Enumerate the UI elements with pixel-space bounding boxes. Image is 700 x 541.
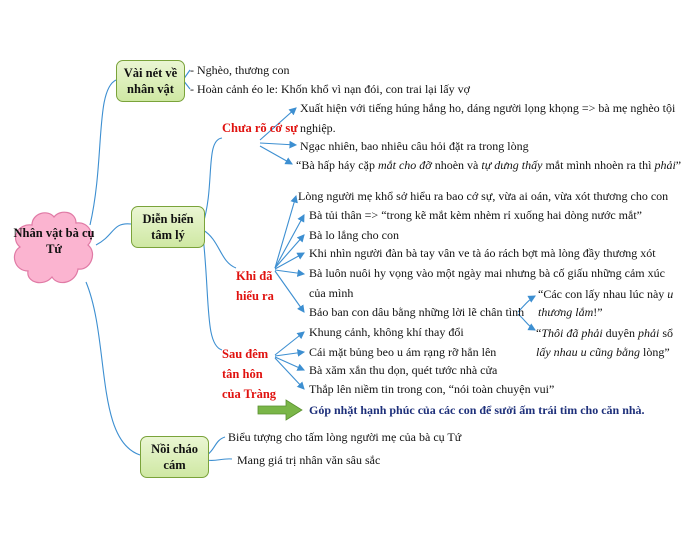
quote-1-line-2: thương lắm!” [538,305,603,319]
khi-da-item-1: Lòng người mẹ khổ sở hiểu ra bao cớ sự, vừa ai oán, vừa xót thương cho con [298,189,669,203]
vai-net-item-2: - Hoàn cảnh éo le: Khốn khổ vì nạn đói, con trai lại lấy vợ [190,82,470,96]
khi-da-item-6: Bảo ban con dâu bằng những lời lẽ chân tình [309,305,525,319]
root-node [10,207,98,289]
quote-2-line-1: “Thôi đã phải duyên phải sổ [536,326,674,340]
quote-1-line-1: “Các con lấy nhau lúc này u [538,287,674,301]
chua-ro-quote: “Bà hấp háy cặp mắt cho đỡ nhoèn và tự dưng thấy mắt mình nhoèn ra thì phải” [296,158,682,172]
sau-dem-item-2: Cái mặt bủng beo u ám rạng rỡ hẳn lên [309,345,497,359]
noi-chao-item-2: Mang giá trị nhân văn sâu sắc [237,453,381,467]
noi-chao-item-1: Biểu tượng cho tấm lòng người mẹ của bà cụ Tứ [228,430,462,444]
root-label: Nhân vật bà cụ Tứ [13,226,95,256]
chua-ro-item-1: Xuất hiện với tiếng húng hắng ho, dáng người lọng khọng => bà mẹ nghèo tội [300,101,676,115]
khi-da-item-4: Khi nhìn người đàn bà tay vân ve tà áo rách bợt mà lòng đầy thương xót [309,246,656,260]
box-noi-chao: Nồi cháo cám [140,436,209,478]
sau-dem-item-4: Thắp lên niềm tin trong con, “nói toàn chuyện vui” [309,382,555,396]
label-sau-dem: Sau đêm tân hôn của Tràng [222,347,277,401]
box-dien-bien: Diễn biến tâm lý [131,206,205,248]
quote-2-line-2: lấy nhau u cũng bằng lòng” [536,345,670,359]
khi-da-item-5b: của mình [309,286,354,300]
conclusion-text: Góp nhặt hạnh phúc của các con để sưởi ấm trái tim cho căn nhà. [309,403,645,417]
sau-dem-item-1: Khung cảnh, không khí thay đổi [309,325,464,339]
khi-da-item-3: Bà lo lắng cho con [309,228,399,242]
box-vai-net: Vài nét về nhân vật [116,60,185,102]
sau-dem-item-3: Bà xăm xắn thu dọn, quét tước nhà cửa [309,363,498,377]
chua-ro-item-1b: nghiệp. [300,121,336,135]
vai-net-item-1: - Nghèo, thương con [190,63,290,77]
label-chua-ro: Chưa rõ cớ sự [222,121,298,135]
label-khi-da: Khi đã hiểu ra [236,269,274,303]
chua-ro-item-2: Ngạc nhiên, bao nhiêu câu hỏi đặt ra trong lòng [300,139,529,153]
khi-da-item-2: Bà tủi thân => “trong kẽ mắt kèm nhèm rỉ xuống hai dòng nước mắt” [309,208,642,222]
khi-da-item-5: Bà luôn nuôi hy vọng vào một ngày mai nhưng bà cố giấu những cảm xúc [309,266,665,280]
